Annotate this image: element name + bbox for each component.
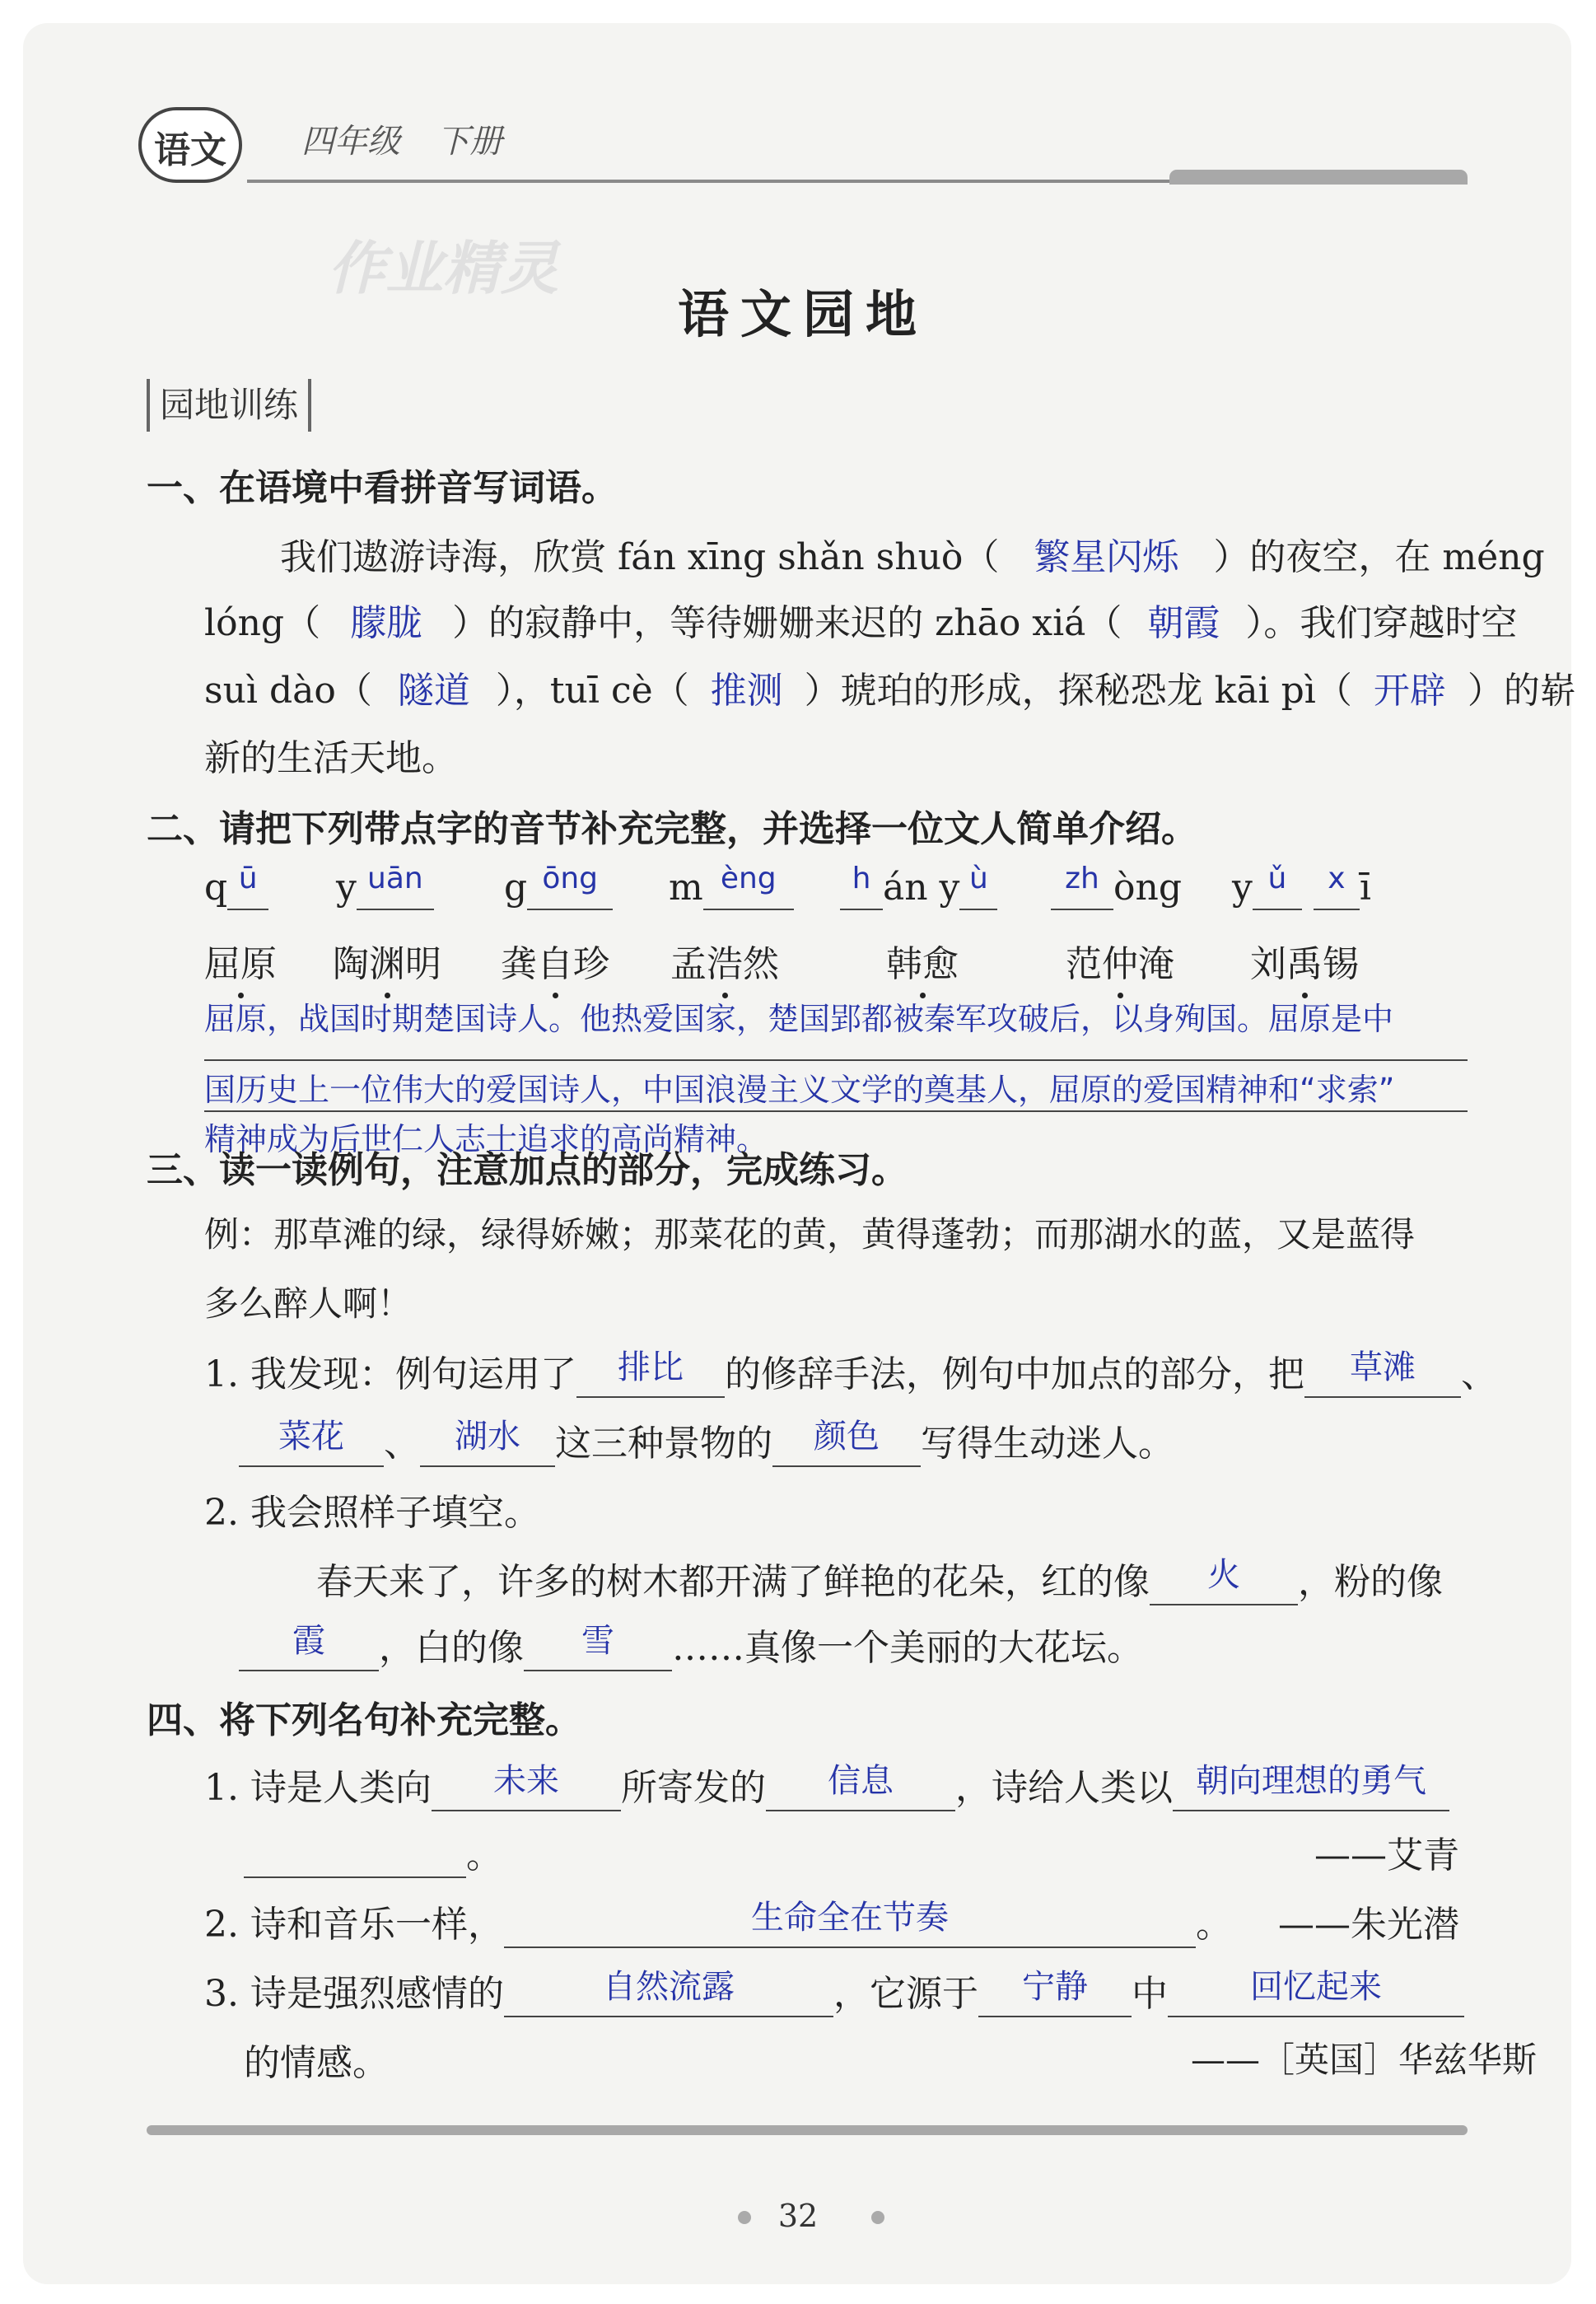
q4-s1-blank-2 bbox=[766, 1763, 955, 1811]
pinyin-6-post: òng bbox=[1113, 867, 1182, 909]
q4-s2-line bbox=[204, 1895, 1232, 1948]
pinyin-2-pre: y bbox=[336, 867, 357, 909]
q4-s1-blank-1 bbox=[432, 1763, 621, 1811]
q4-s3-b: ，它源于 bbox=[833, 1973, 978, 2015]
pinyin-3-answer: ōng bbox=[542, 862, 599, 895]
q1-line3-a: suì dào（ bbox=[204, 670, 372, 712]
pinyin-2-answer: uān bbox=[367, 862, 423, 895]
q2-answer-rule-1 bbox=[204, 1059, 1468, 1061]
pinyin-3-blank bbox=[527, 862, 613, 910]
pinyin-item-3 bbox=[504, 862, 613, 910]
q3-answer-yanse: 颜色 bbox=[814, 1418, 880, 1456]
q4-s2-author: ——朱光潜 bbox=[1278, 1904, 1459, 1946]
pinyin-item-2 bbox=[336, 862, 434, 910]
q4-s1b-a: 。 bbox=[466, 1834, 502, 1876]
q3-s2b-blank-1 bbox=[239, 1623, 379, 1671]
q4-answer-chaoxiang: 朝向理想的勇气 bbox=[1195, 1762, 1426, 1800]
q4-s3-blank-1 bbox=[504, 1969, 833, 2017]
q4-answer-ziranliulu: 自然流露 bbox=[602, 1968, 735, 2006]
page-number: 32 bbox=[777, 2198, 819, 2234]
q3-s2a-a: 春天来了，许多的树木都开满了鲜艳的花朵，红的像 bbox=[316, 1561, 1150, 1603]
q3-s1b-blank-1 bbox=[239, 1418, 384, 1467]
q3-answer-paibi: 排比 bbox=[617, 1348, 684, 1386]
q4-s3-author: ——［英国］华兹华斯 bbox=[1191, 2040, 1538, 2080]
q4-s3-a: 3. 诗是强烈感情的 bbox=[204, 1973, 504, 2015]
q1-answer-menglong: 朦胧 bbox=[350, 602, 423, 644]
q3-s2b-b: ……真像一个美丽的大花坛。 bbox=[672, 1627, 1143, 1669]
poet-name-quyuan bbox=[204, 934, 277, 987]
q3-s2a-b: ，粉的像 bbox=[1298, 1561, 1443, 1603]
pinyin-5-blank bbox=[840, 862, 883, 910]
footer-rule bbox=[147, 2125, 1468, 2135]
q3-answer-huo: 火 bbox=[1207, 1556, 1240, 1594]
q1-line1 bbox=[280, 527, 1545, 580]
q3-s1b-a: 、 bbox=[384, 1423, 420, 1465]
q1-line2 bbox=[204, 593, 1517, 646]
q4-answer-jiezou: 生命全在节奏 bbox=[750, 1899, 949, 1937]
q1-line4: 新的生活天地。 bbox=[204, 737, 458, 779]
q3-s1b-blank-3 bbox=[772, 1418, 921, 1467]
pinyin-7-pre: y bbox=[1232, 867, 1253, 909]
pinyin-1-pre: q bbox=[204, 867, 228, 909]
q1-line1-a: 我们遨游诗海，欣赏 fán xīng shǎn shuò（ bbox=[280, 536, 1000, 578]
q4-answer-xinxi: 信息 bbox=[827, 1762, 894, 1800]
header-volume: 下册 bbox=[436, 123, 502, 161]
q1-line3-c: ）琥珀的形成，探秘恐龙 kāi pì（ bbox=[804, 670, 1352, 712]
watermark: 作业精灵 bbox=[328, 235, 558, 302]
q2-heading: 二、请把下列带点字的音节补充完整，并选择一位文人简单介绍。 bbox=[147, 808, 1197, 850]
q4-s1-blank-3 bbox=[1173, 1763, 1449, 1811]
pinyin-6-blank bbox=[1051, 862, 1113, 910]
q2-answer-line-1: 屈原，战国时期楚国诗人。他热爱国家，楚国郢都被秦军攻破后，以身殉国。屈原是中 bbox=[204, 1001, 1394, 1037]
pinyin-2-blank bbox=[357, 862, 434, 910]
poet-name-liuyuxi bbox=[1250, 934, 1359, 987]
pinyin-6-answer: zh bbox=[1065, 862, 1099, 895]
header-rule-accent bbox=[1169, 170, 1468, 185]
poet-name-menghaoran-text: 孟浩然 bbox=[670, 934, 779, 987]
pinyin-7-answer: ǔ bbox=[1267, 862, 1287, 895]
q4-s3-line2: 的情感。 bbox=[244, 2042, 389, 2084]
q3-s2-label: 2. 我会照样子填空。 bbox=[204, 1492, 540, 1534]
q3-s1-line2 bbox=[239, 1414, 1174, 1467]
q4-s1-line2 bbox=[244, 1825, 502, 1878]
q3-answer-caotan: 草滩 bbox=[1349, 1348, 1416, 1386]
q3-heading: 三、读一读例句，注意加点的部分，完成练习。 bbox=[147, 1149, 908, 1191]
q4-s2-b: 。 bbox=[1195, 1904, 1232, 1946]
q3-s2-line2 bbox=[239, 1618, 1143, 1671]
q3-s2b-blank-2 bbox=[524, 1623, 672, 1671]
q1-line2-b: ）的寂静中，等待姗姗来迟的 zhāo xiá（ bbox=[452, 602, 1122, 644]
q3-answer-xue: 雪 bbox=[581, 1622, 614, 1660]
q1-answer-suidao: 隧道 bbox=[397, 670, 470, 712]
q4-s1-b: 所寄发的 bbox=[620, 1767, 766, 1809]
header-grade: 四年级 bbox=[301, 123, 400, 161]
q4-s2-a: 2. 诗和音乐一样， bbox=[204, 1904, 504, 1946]
q1-answer-kaipi: 开辟 bbox=[1373, 670, 1446, 712]
q3-s1-line1 bbox=[204, 1344, 1497, 1398]
q4-s3-blank-3 bbox=[1168, 1969, 1464, 2017]
poet-name-taoyuanming bbox=[333, 934, 441, 987]
q1-answer-tuice: 推测 bbox=[710, 670, 783, 712]
q4-s1-line1 bbox=[204, 1758, 1449, 1811]
q3-s1b-b: 这三种景物的 bbox=[555, 1423, 772, 1465]
header-logo bbox=[138, 107, 242, 183]
q4-heading: 四、将下列名句补充完整。 bbox=[147, 1699, 581, 1741]
q3-s1-blank-1 bbox=[576, 1349, 725, 1398]
pinyin-5-answer: h bbox=[852, 862, 871, 895]
poet-name-gongzizhen-text: 龚自珍 bbox=[501, 934, 609, 987]
q3-answer-hushui: 湖水 bbox=[455, 1418, 520, 1456]
poet-name-fanzhongyan-text: 范仲淹 bbox=[1066, 934, 1174, 987]
poet-name-quyuan-text: 屈原 bbox=[204, 934, 277, 987]
q3-s1b-blank-2 bbox=[420, 1418, 555, 1467]
q1-answer-fanxingshanshuo: 繁星闪烁 bbox=[1034, 536, 1179, 578]
footer-dot-left bbox=[738, 2211, 751, 2224]
q2-answer-line-3: 精神成为后世仁人志士追求的高尚精神。 bbox=[204, 1121, 768, 1157]
q4-answer-weilai: 未来 bbox=[492, 1762, 559, 1800]
pinyin-4-pre: m bbox=[669, 867, 703, 909]
q1-line3-b: ），tuī cè（ bbox=[495, 670, 689, 712]
q1-line2-a: lóng（ bbox=[204, 602, 321, 644]
q1-line1-b: ）的夜空，在 méng bbox=[1213, 536, 1545, 578]
pinyin-4-answer: èng bbox=[720, 862, 777, 895]
q4-s3-blank-2 bbox=[978, 1969, 1132, 2017]
q4-s2-blank bbox=[504, 1900, 1196, 1948]
pinyin-5-answer-2: ù bbox=[969, 862, 988, 895]
q3-s1-c: 、 bbox=[1460, 1353, 1497, 1395]
poet-name-fanzhongyan bbox=[1066, 934, 1174, 987]
pinyin-item-7 bbox=[1232, 862, 1371, 910]
q1-answer-zhaoxia: 朝霞 bbox=[1147, 602, 1220, 644]
pinyin-7-blank-2 bbox=[1314, 862, 1360, 910]
q4-answer-ningjing: 宁静 bbox=[1021, 1968, 1088, 2006]
page-title: 语文园地 bbox=[677, 284, 928, 344]
pinyin-5-post: án y bbox=[883, 867, 960, 909]
q4-s1-c: ，诗给人类以 bbox=[954, 1767, 1173, 1809]
q3-s2a-blank bbox=[1150, 1557, 1298, 1605]
q1-line2-c: ）。我们穿越时空 bbox=[1245, 602, 1518, 644]
pinyin-item-5 bbox=[840, 862, 997, 910]
pinyin-7-blank bbox=[1253, 862, 1302, 910]
q1-line3-d: ）的崭 bbox=[1467, 670, 1576, 712]
q4-s1-author: ——艾青 bbox=[1314, 1834, 1459, 1876]
section-tag-label: 园地训练 bbox=[160, 385, 299, 425]
poet-name-menghaoran bbox=[670, 934, 779, 987]
footer-dot-right bbox=[871, 2211, 884, 2224]
poet-name-gongzizhen bbox=[501, 934, 609, 987]
q4-s3-c: 中 bbox=[1131, 1973, 1168, 2015]
q3-s2b-a: ，白的像 bbox=[379, 1627, 524, 1669]
pinyin-3-pre: g bbox=[504, 867, 528, 909]
header-logo-text: 语文 bbox=[154, 129, 226, 171]
q4-s3-line1 bbox=[204, 1964, 1464, 2017]
q4-s1-a: 1. 诗是人类向 bbox=[204, 1767, 432, 1809]
q3-s1-a: 1. 我发现：例句运用了 bbox=[204, 1353, 576, 1395]
q3-s1b-c: 写得生动迷人。 bbox=[921, 1423, 1174, 1465]
q3-answer-xia: 霞 bbox=[292, 1622, 325, 1660]
poet-name-hanyu bbox=[886, 934, 959, 987]
q3-example-line2: 多么醉人啊！ bbox=[204, 1283, 413, 1324]
q2-answer-line-2: 国历史上一位伟大的爱国诗人，中国浪漫主义文学的奠基人，屈原的爱国精神和“求索” bbox=[204, 1072, 1395, 1108]
pinyin-5-blank-2 bbox=[959, 862, 997, 910]
pinyin-1-answer: ū bbox=[238, 862, 258, 895]
pinyin-4-blank bbox=[703, 862, 794, 910]
pinyin-7-answer-2: x bbox=[1328, 862, 1346, 895]
q3-example-line1: 例：那草滩的绿，绿得娇嫩；那菜花的黄，黄得蓬勃；而那湖水的蓝，又是蓝得 bbox=[204, 1214, 1416, 1255]
q4-answer-huiyi: 回忆起来 bbox=[1249, 1968, 1382, 2006]
q3-s1-blank-2 bbox=[1304, 1349, 1461, 1398]
q1-heading: 一、在语境中看拼音写词语。 bbox=[147, 467, 618, 509]
q3-answer-caihua: 菜花 bbox=[278, 1418, 344, 1456]
q3-s2-line1 bbox=[316, 1552, 1443, 1605]
q4-s1b-blank bbox=[244, 1834, 466, 1878]
pinyin-item-6 bbox=[1051, 862, 1182, 910]
pinyin-1-blank bbox=[227, 862, 268, 910]
q3-s1-b: 的修辞手法，例句中加点的部分，把 bbox=[724, 1353, 1304, 1395]
poet-name-taoyuanming-text: 陶渊明 bbox=[333, 934, 441, 987]
pinyin-item-1 bbox=[204, 862, 268, 910]
pinyin-item-4 bbox=[669, 862, 794, 910]
pinyin-7-post: ī bbox=[1359, 867, 1371, 909]
poet-name-hanyu-text: 韩愈 bbox=[886, 934, 959, 987]
q1-line3 bbox=[204, 661, 1576, 713]
poet-name-liuyuxi-text: 刘禹锡 bbox=[1250, 934, 1359, 987]
q2-answer-rule-2 bbox=[204, 1110, 1468, 1112]
section-tag bbox=[147, 379, 311, 432]
